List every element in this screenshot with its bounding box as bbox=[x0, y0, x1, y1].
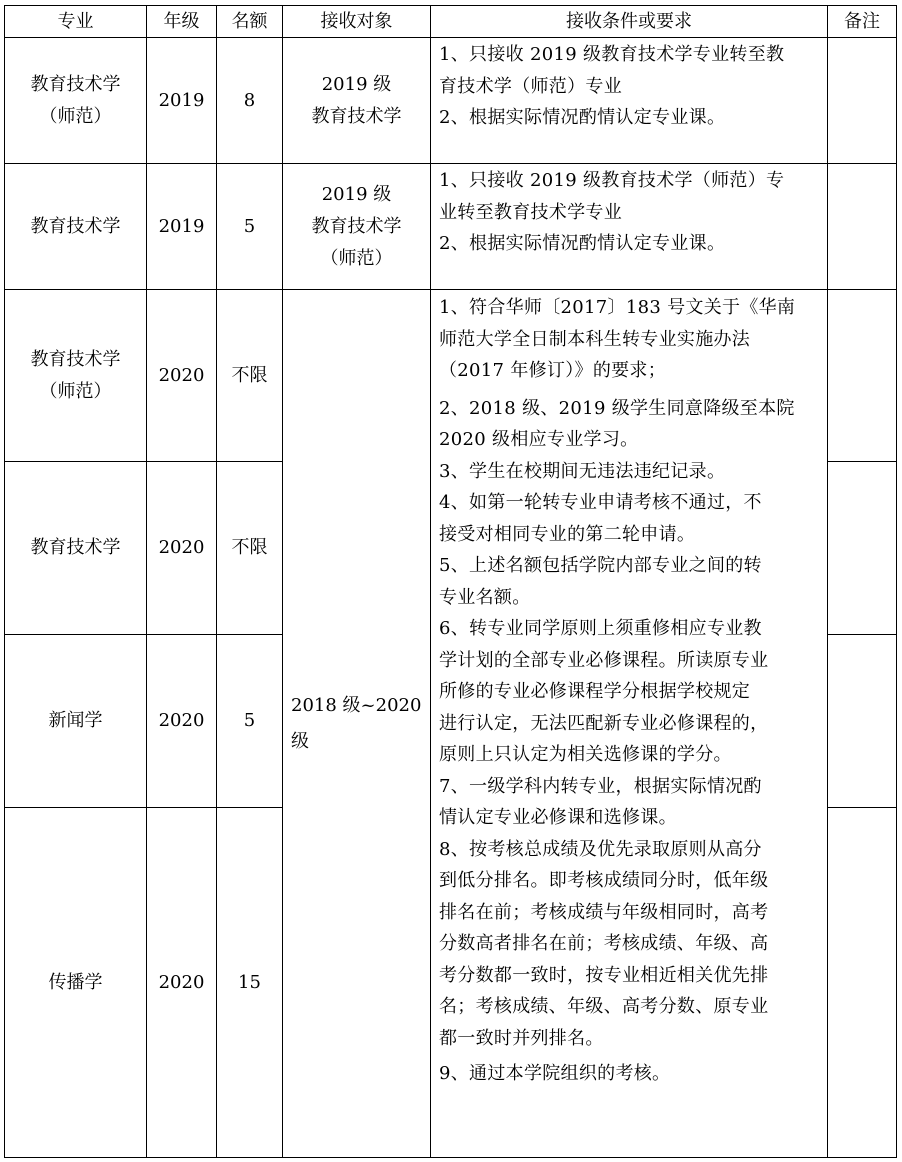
table-row bbox=[5, 38, 897, 164]
year-cell: 2019 bbox=[147, 164, 217, 290]
major-cell bbox=[5, 635, 147, 808]
remark-cell bbox=[828, 290, 897, 462]
shared-recipient-cell bbox=[283, 290, 431, 1158]
condition-line: 2、2018 级、2019 级学生同意降级至本院 bbox=[439, 397, 795, 419]
condition-line: 9、通过本学院组织的考核。 bbox=[439, 1063, 671, 1084]
recipient-line: 教育技术学 bbox=[311, 215, 402, 237]
condition-line: 1、只接收 2019 级教育技术学（师范）专 bbox=[439, 170, 785, 191]
condition-line: 所修的专业必修课程学分根据学校规定 bbox=[439, 681, 751, 702]
condition-cell bbox=[431, 38, 828, 164]
shared-condition-cell bbox=[431, 290, 828, 1158]
condition-line: 5、上述名额包括学院内部专业之间的转 bbox=[439, 555, 762, 576]
major-line: 教育技术学 bbox=[30, 73, 121, 95]
major-cell bbox=[5, 808, 147, 1158]
table-row bbox=[5, 164, 897, 290]
recipient-line: 2019 级 bbox=[321, 183, 392, 205]
remark-cell bbox=[828, 462, 897, 635]
condition-line: 4、如第一轮转专业申请考核不通过，不 bbox=[439, 492, 762, 513]
header-conditions: 接收条件或要求 bbox=[431, 6, 828, 38]
condition-line: 师范大学全日制本科生转专业实施办法 bbox=[439, 328, 751, 350]
condition-cell bbox=[431, 164, 828, 290]
condition-line: 3、学生在校期间无违法违纪记录。 bbox=[439, 460, 726, 482]
header-row bbox=[5, 6, 897, 38]
header-major: 专业 bbox=[5, 6, 147, 38]
condition-line: 6、转专业同学原则上须重修相应专业教 bbox=[439, 618, 762, 639]
major-cell bbox=[5, 462, 147, 635]
condition-line: 情认定专业必修课和选修课。 bbox=[439, 807, 677, 828]
remark-cell bbox=[828, 808, 897, 1158]
header-year: 年级 bbox=[147, 6, 217, 38]
quota-cell: 5 bbox=[217, 635, 283, 808]
major-line: 新闻学 bbox=[48, 710, 103, 731]
year-cell: 2020 bbox=[147, 462, 217, 635]
major-line: 传播学 bbox=[48, 971, 103, 993]
condition-line: 专业名额。 bbox=[439, 586, 531, 608]
major-line: 教育技术学 bbox=[30, 215, 121, 237]
major-line: （师范） bbox=[39, 380, 112, 402]
condition-line: 8、按考核总成绩及优先录取原则从高分 bbox=[439, 838, 762, 860]
condition-line: 7、一级学科内转专业，根据实际情况酌 bbox=[439, 775, 762, 797]
condition-line: 考分数都一致时，按专业相近相关优先排 bbox=[439, 964, 769, 986]
condition-line: 排名在前；考核成绩与年级相同时，高考 bbox=[439, 901, 769, 923]
year-cell: 2020 bbox=[147, 290, 217, 462]
condition-line: 1、只接收 2019 级教育技术学专业转至教 bbox=[439, 44, 785, 65]
recipient-cell bbox=[283, 38, 431, 164]
major-line: 教育技术学 bbox=[30, 348, 121, 370]
condition-line: 分数高者排名在前；考核成绩、年级、高 bbox=[439, 933, 769, 954]
condition-line: 进行认定，无法匹配新专业必修课程的， bbox=[439, 712, 769, 734]
year-cell: 2020 bbox=[147, 808, 217, 1158]
year-cell: 2019 bbox=[147, 38, 217, 164]
condition-line: 2020 级相应专业学习。 bbox=[439, 429, 639, 450]
major-cell bbox=[5, 164, 147, 290]
quota-cell: 8 bbox=[217, 38, 283, 164]
condition-line: （2017 年修订）》的要求； bbox=[439, 360, 667, 381]
header-quota: 名额 bbox=[217, 6, 283, 38]
condition-line: 原则上只认定为相关选修课的学分。 bbox=[439, 744, 732, 765]
condition-line: 业转至教育技术学专业 bbox=[439, 201, 622, 223]
quota-cell: 15 bbox=[217, 808, 283, 1158]
quota-cell: 不限 bbox=[217, 462, 283, 635]
condition-line: 接受对相同专业的第二轮申请。 bbox=[439, 523, 696, 545]
header-remarks: 备注 bbox=[828, 6, 897, 38]
condition-line: 名；考核成绩、年级、高考分数、原专业 bbox=[439, 996, 769, 1017]
table-row bbox=[5, 290, 897, 462]
recipient-line: 2019 级 bbox=[321, 73, 392, 95]
recipient-line: （师范） bbox=[320, 247, 393, 269]
remark-cell bbox=[828, 164, 897, 290]
major-cell bbox=[5, 38, 147, 164]
recipient-cell bbox=[283, 164, 431, 290]
quota-cell: 不限 bbox=[217, 290, 283, 462]
remark-cell bbox=[828, 635, 897, 808]
condition-line: 到低分排名。即考核成绩同分时，低年级 bbox=[439, 870, 769, 891]
header-recipients: 接收对象 bbox=[283, 6, 431, 38]
major-cell bbox=[5, 290, 147, 462]
remark-cell bbox=[828, 38, 897, 164]
major-line: （师范） bbox=[39, 105, 112, 127]
quota-cell: 5 bbox=[217, 164, 283, 290]
year-cell: 2020 bbox=[147, 635, 217, 808]
recipient-line: 2018 级~2020 bbox=[291, 694, 422, 716]
condition-line: 1、符合华师〔2017〕183 号文关于《华南 bbox=[439, 297, 796, 318]
condition-line: 学计划的全部专业必修课程。所读原专业 bbox=[439, 649, 769, 671]
major-line: 教育技术学 bbox=[30, 537, 121, 558]
condition-line: 都一致时并列排名。 bbox=[439, 1027, 604, 1049]
recipient-line: 教育技术学 bbox=[311, 105, 402, 127]
transfer-quota-table bbox=[4, 5, 897, 1158]
recipient-line: 级 bbox=[291, 730, 309, 752]
condition-line: 2、根据实际情况酌情认定专业课。 bbox=[439, 107, 726, 128]
condition-line: 育技术学（师范）专业 bbox=[439, 75, 622, 97]
condition-line: 2、根据实际情况酌情认定专业课。 bbox=[439, 233, 726, 254]
